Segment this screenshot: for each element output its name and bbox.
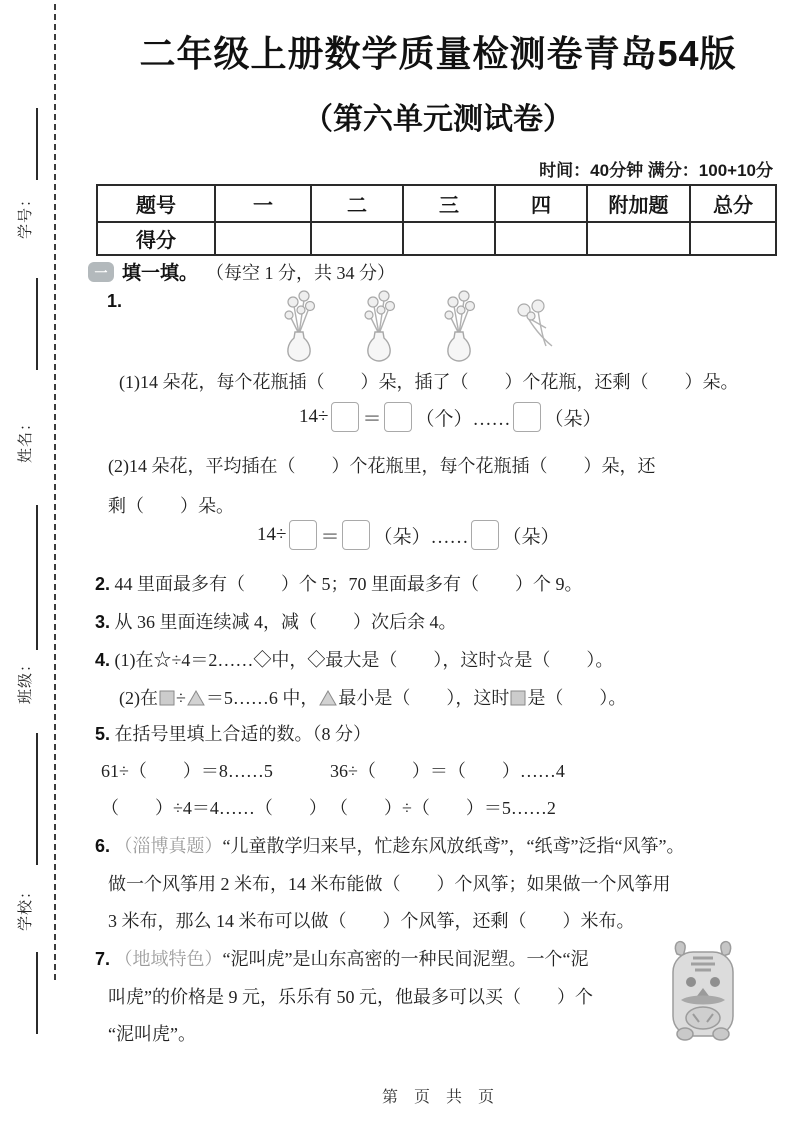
section-number-badge: 一 [88,262,114,282]
answer-box[interactable] [513,402,541,432]
question-text: “泥叫虎”是山东高密的一种民间泥塑。一个“泥 [222,949,589,969]
gray-triangle-icon [319,690,337,706]
question-text: 44 里面最多有（ ）个 5；70 里面最多有（ ）个 9。 [114,574,583,594]
gray-square-icon [510,690,526,706]
question-text: 最小是（ ），这时 [338,688,510,708]
sidebar-label-class: 班级： [16,655,34,704]
sidebar-dashed-divider [54,4,56,980]
page-subtitle: （第六单元测试卷） [303,103,573,136]
flower-bunch-image [512,298,558,350]
question-text: 做一个风筝用 2 米布，14 米布能做（ ）个风筝；如果做一个风筝用 [108,874,671,894]
equation-line [299,402,601,432]
question-text: (2)在 [119,688,158,708]
answer-box[interactable] [289,520,317,550]
exam-info: 时间：40分钟 满分：100+10分 [539,161,773,180]
question-text: 是（ ）。 [527,688,627,708]
question-text: 剩（ ）朵。 [108,496,234,516]
sidebar-label-student-id: 学号： [16,190,34,239]
sidebar-blank-line [36,505,38,650]
question-number: 5. [95,724,111,744]
score-table-header-cell: 一 [215,185,311,222]
answer-box[interactable] [331,402,359,432]
question-source-tag: （地域特色） [114,949,223,969]
fill-equation: （ ）÷4＝4……（ ） [101,798,327,818]
question-text: 从 36 里面连续减 4，减（ ）次后余 4。 [114,612,457,632]
page-title: 二年级上册数学质量检测卷青岛54版 [139,33,737,74]
score-table [96,184,777,256]
score-row-label: 得分 [97,222,215,255]
question-text: “泥叫虎”。 [108,1024,196,1044]
question-number: 3. [95,612,111,632]
question-text: 叫虎”的价格是 9 元，乐乐有 50 元，他最多可以买（ ）个 [108,987,593,1007]
question-text: ÷ [176,688,186,708]
score-table-header-cell: 题号 [97,185,215,222]
question-text: ＝5……6 中， [205,688,319,708]
page-footer: 第 页 共 页 [381,1089,494,1106]
question-text: (1)14 朵花，每个花瓶插（ ）朵，插了（ ）个花瓶，还剩（ ）朵。 [119,372,739,392]
score-input-cell[interactable] [495,222,587,255]
answer-box[interactable] [471,520,499,550]
score-table-header-cell: 二 [311,185,403,222]
score-input-cell[interactable] [587,222,690,255]
question-text: “儿童散学归来早，忙趁东风放纸鸢”，“纸鸢”泛指“风筝”。 [222,836,685,856]
section-note: （每空 1 分，共 34 分） [206,262,396,283]
question-text: (1)在☆÷4＝2……◇中，◇最大是（ ），这时☆是（ ）。 [114,650,614,670]
sidebar-label-name: 姓名： [16,414,34,463]
question-text: 在括号里填上合适的数。（8 分） [114,724,372,744]
equation-text: ＝ [320,526,340,548]
equation-text: （朵）…… [373,526,469,548]
score-table-header-cell: 总分 [690,185,776,222]
vase-with-flowers-image [440,288,478,362]
equation-line [257,520,559,550]
question-number: 6. [95,836,111,856]
equation-text: （朵） [502,526,560,548]
gray-triangle-icon [187,690,205,706]
sidebar-blank-line [36,108,38,180]
question-number: 1. [107,291,123,311]
equation-text: 14÷ [257,524,287,545]
score-table-header-cell: 三 [403,185,495,222]
section-title: 填一填。 [122,263,199,284]
answer-box[interactable] [384,402,412,432]
gray-square-icon [159,690,175,706]
question-number: 4. [95,650,111,670]
score-input-cell[interactable] [403,222,495,255]
equation-text: ＝ [362,408,382,430]
score-input-cell[interactable] [215,222,311,255]
equation-text: （个）…… [415,408,511,430]
fill-equation: 36÷（ ）＝（ ）……4 [330,761,565,781]
question-source-tag: （淄博真题） [114,836,223,856]
score-table-header-cell: 四 [495,185,587,222]
equation-text: 14÷ [299,406,329,427]
fill-equation: （ ）÷（ ）＝5……2 [330,798,556,818]
question-number: 7. [95,949,111,969]
sidebar-label-school: 学校： [16,882,34,931]
score-input-cell[interactable] [311,222,403,255]
question-text: 3 米布，那么 14 米布可以做（ ）个风筝，还剩（ ）米布。 [108,911,635,931]
question-number: 2. [95,574,111,594]
sidebar-blank-line [36,278,38,370]
vase-with-flowers-image [360,288,398,362]
score-table-header-cell: 附加题 [587,185,690,222]
sidebar-blank-line [36,733,38,865]
sidebar-blank-line [36,952,38,1034]
clay-tiger-image [663,938,745,1044]
equation-text: （朵） [544,408,602,430]
answer-box[interactable] [342,520,370,550]
question-text: (2)14 朵花，平均插在（ ）个花瓶里，每个花瓶插（ ）朵，还 [108,456,656,476]
score-input-cell[interactable] [690,222,776,255]
section-heading [88,258,395,285]
vase-with-flowers-image [280,288,318,362]
fill-equation: 61÷（ ）＝8……5 [101,761,273,781]
